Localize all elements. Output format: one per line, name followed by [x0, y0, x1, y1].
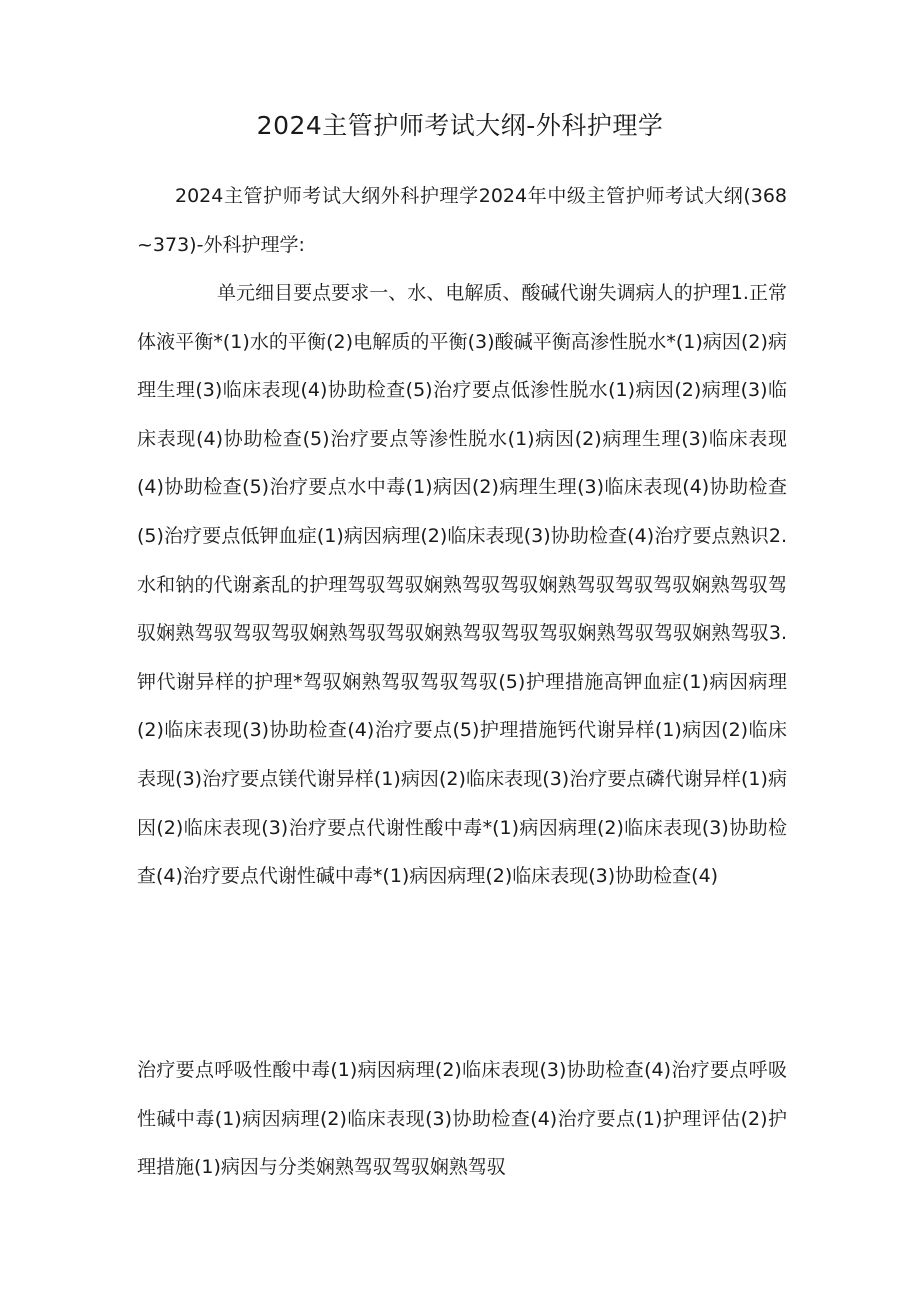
intro-paragraph: 2024主管护师考试大纲外科护理学2024年中级主管护师考试大纲(368~373)-外科护理学: — [137, 185, 787, 256]
document-title: 2024主管护师考试大纲-外科护理学 — [256, 111, 664, 140]
syllabus-units-paragraph: 单元细目要点要求一、水、电解质、酸碱代谢失调病人的护理1.正常体液平衡*(1)水的平衡(2)电解质的平衡(3)酸碱平衡高渗性脱水*(1)病因(2)病理生理(3)临床表现(4)协助检查(5)治疗要点低渗性脱水(1)病因(2)病理(3)临床表现(4)协助检查(5)治疗要点等渗性脱水(1)病因(2)病理生理(3)临床表现(4)协助检查(5)治疗要点水中毒(1)病因(2)病理生理(3)临床表现(4)协助检查(5)治疗要点低钾血症(1)病因病理(2)临床表现(3)协助检查(4)治疗要点熟识2.水和钠的代谢紊乱的护理驾驭驾驭娴熟驾驭驾驭娴熟驾驭驾驭驾驭娴熟驾驭驾驭娴熟驾驭驾驭驾驭娴熟驾驭驾驭娴熟驾驭驾驭驾驭娴熟驾驭驾驭娴熟驾驭3.钾代谢异样的护理*驾驭娴熟驾驭驾驭驾驭(5)护理措施高钾血症(1)病因病理(2)临床表现(3)协助检查(4)治疗要点(5)护理措施钙代谢异样(1)病因(2)临床表现(3)治疗要点镁代谢异样(1)病因(2)临床表现(3)治疗要点磷代谢异样(1)病因(2)临床表现(3)治疗要点代谢性酸中毒*(1)病因病理(2)临床表现(3)协助检查(4)治疗要点代谢性碱中毒*(1)病因病理(2)临床表现(3)协助检查(4) — [137, 282, 787, 888]
syllabus-continuation-paragraph: 治疗要点呼吸性酸中毒(1)病因病理(2)临床表现(3)协助检查(4)治疗要点呼吸性碱中毒(1)病因病理(2)临床表现(3)协助检查(4)治疗要点(1)护理评估(2)护理措施(1)病因与分类娴熟驾驭驾驭娴熟驾驭 — [137, 1059, 787, 1179]
